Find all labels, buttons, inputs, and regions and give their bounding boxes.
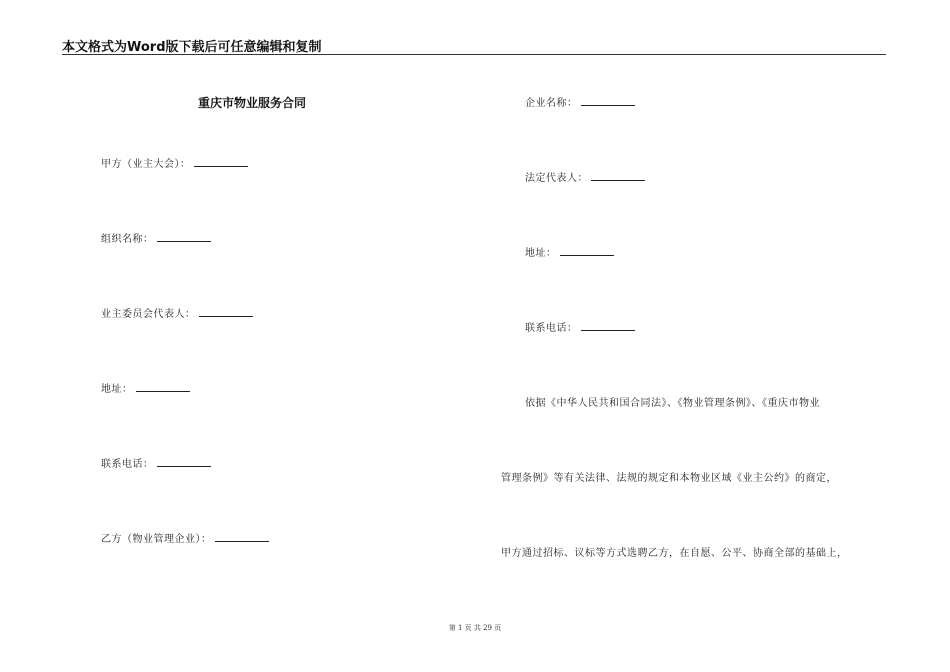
party-b-address-label: 地址： [525,248,557,259]
party-b-phone-label: 联系电话： [525,323,578,334]
party-a-field [101,155,248,170]
legal-representative-field [525,169,645,184]
party-b-field [101,530,269,545]
party-a-address-blank [136,382,190,392]
party-a-phone-blank [157,457,211,467]
company-name-field [525,94,635,109]
party-a-address-label: 地址： [101,384,133,395]
party-b-address-field [525,244,614,259]
body-paragraph-line-3: 甲方通过招标、议标等方式选聘乙方，在自愿、公平、协商全部的基础上， [501,548,848,559]
page-header [62,36,886,55]
company-name-label: 企业名称： [525,98,578,109]
party-b-phone-blank [581,321,635,331]
body-paragraph-line-1: 依据《中华人民共和国合同法》、《物业管理条例》、《重庆市物业 [525,398,820,409]
party-a-phone-label: 联系电话： [101,459,154,470]
committee-representative-blank [199,307,253,317]
company-name-blank [581,96,635,106]
body-paragraph-line-2: 管理条例》等有关法律、法规的规定和本物业区域《业主公约》的商定， [501,473,837,484]
committee-representative-label: 业主委员会代表人： [101,309,196,320]
organization-name-label: 组织名称： [101,234,154,245]
party-b-blank [215,532,269,542]
page-footer: 第 1 页 共 29 页 [448,624,502,632]
document-title: 重庆市物业服务合同 [198,96,307,110]
party-a-address-field [101,380,190,395]
legal-representative-label: 法定代表人： [525,173,588,184]
organization-name-field [101,230,211,245]
party-b-label: 乙方（物业管理企业）： [101,534,212,545]
party-a-label: 甲方（业主大会）： [101,159,191,170]
committee-representative-field [101,305,253,320]
legal-representative-blank [591,171,645,181]
party-b-phone-field [525,319,635,334]
party-b-address-blank [560,246,614,256]
header-text: 本文格式为Word版下载后可任意编辑和复制 [62,40,322,55]
party-a-blank [194,157,248,167]
party-a-phone-field [101,455,211,470]
organization-name-blank [157,232,211,242]
